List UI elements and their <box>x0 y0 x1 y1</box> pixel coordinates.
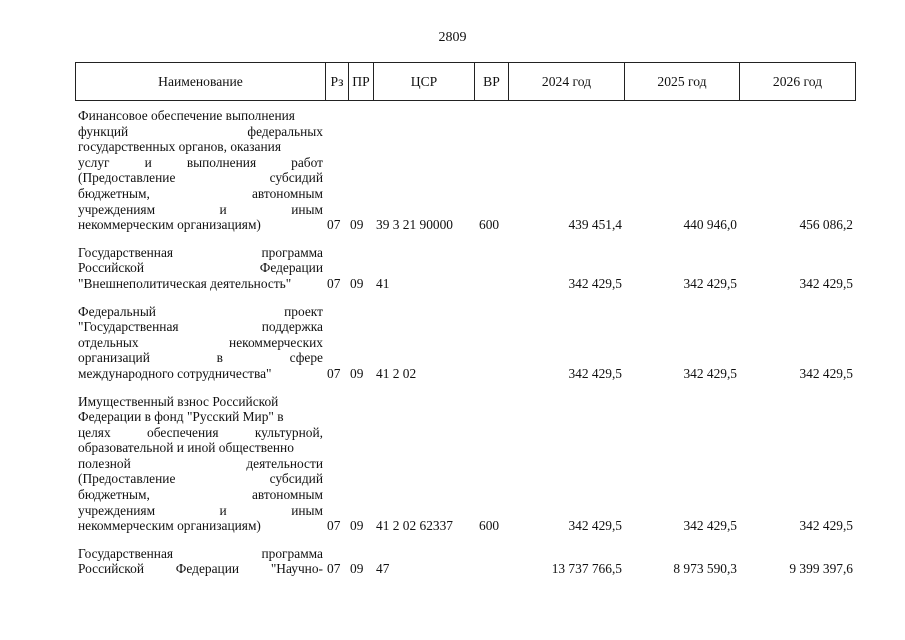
row-name-word: целях <box>78 424 111 440</box>
row-name-word: "Научно- <box>270 561 323 577</box>
row-name-line <box>78 350 323 366</box>
table-header <box>75 62 856 101</box>
row-csr: 47 <box>376 561 390 577</box>
column-header-name: Наименование <box>76 63 326 101</box>
row-name-line <box>78 245 323 261</box>
row-value-2025: 342 429,5 <box>683 518 737 534</box>
column-header-vr: ВР <box>475 63 509 101</box>
row-name-word: учреждениям <box>78 502 156 518</box>
row-value-2025: 342 429,5 <box>683 365 737 381</box>
row-name-word: Федерации <box>175 561 240 577</box>
row-name-word: некоммерческих <box>229 334 323 350</box>
row-value-2024: 342 429,5 <box>568 518 622 534</box>
row-name-word: культурной, <box>254 424 323 440</box>
row-name-word: Государственная <box>78 244 174 260</box>
row-name-word: выполнения <box>186 154 257 170</box>
row-csr: 39 3 21 90000 <box>376 217 453 233</box>
row-name-line <box>78 335 323 351</box>
row-pr: 09 <box>350 275 364 291</box>
row-name-word: Российской <box>78 561 144 577</box>
column-header-2025: 2025 год <box>625 63 740 101</box>
row-value-2026: 9 399 397,6 <box>789 561 853 577</box>
row-vr <box>474 304 508 382</box>
row-name <box>75 245 325 292</box>
row-value-2026: 342 429,5 <box>799 365 853 381</box>
row-name-word: государственных органов, оказания <box>78 139 281 155</box>
row-name-word: "Внешнеполитическая деятельность" <box>78 275 292 291</box>
row-name-line <box>78 139 323 155</box>
row-name-line <box>78 471 323 487</box>
row-value-2025: 440 946,0 <box>683 217 737 233</box>
row-name-line <box>78 394 323 410</box>
row-name-word: учреждениям <box>78 201 156 217</box>
column-header-pr: ПР <box>349 63 374 101</box>
row-name-line <box>78 304 323 320</box>
row-name-word: и <box>219 201 227 217</box>
page-number: 2809 <box>438 30 467 45</box>
row-rz: 07 <box>327 275 341 291</box>
row-name-word: "Государственная <box>78 319 179 335</box>
row-name-word: деятельности <box>246 455 323 471</box>
row-name-word: Федерации <box>259 260 323 276</box>
row-name-line <box>78 546 323 562</box>
row-name-word: сфере <box>289 350 323 366</box>
row-name-word: автономным <box>251 487 323 503</box>
row-name-line <box>78 503 323 519</box>
row-value-2024: 342 429,5 <box>568 275 622 291</box>
row-rz: 07 <box>327 518 341 534</box>
row-name-word: в <box>216 350 223 366</box>
row-rz: 07 <box>327 365 341 381</box>
row-vr: 600 <box>479 518 500 534</box>
row-name-word: Финансовое обеспечение выполнения <box>78 108 295 123</box>
row-name-line <box>78 487 323 503</box>
row-name-line <box>78 561 323 577</box>
row-rz: 07 <box>327 217 341 233</box>
row-value-2025: 8 973 590,3 <box>673 561 737 577</box>
row-name-word: услуг <box>78 154 110 170</box>
row-name-line <box>78 518 323 534</box>
row-name-line <box>78 409 323 425</box>
table-row <box>75 546 855 577</box>
row-name-word: проект <box>284 303 323 319</box>
row-name-word: отдельных <box>78 334 139 350</box>
row-spacer <box>75 233 855 245</box>
row-value-2024: 439 451,4 <box>568 217 622 233</box>
row-name-line <box>78 124 323 140</box>
row-pr: 09 <box>350 365 364 381</box>
table-row <box>75 108 855 233</box>
row-csr: 41 <box>376 275 390 291</box>
row-name-word: некоммерческим организациям) <box>78 518 261 534</box>
row-name-word: и <box>144 154 152 170</box>
row-name-word: бюджетным, <box>78 185 150 201</box>
row-name-word: Федеральный <box>78 303 156 319</box>
column-header-csr: ЦСР <box>374 63 475 101</box>
row-name-word: федеральных <box>247 123 323 139</box>
row-name-word: обеспечения <box>147 424 219 440</box>
row-name-word: программа <box>261 545 323 561</box>
row-name-line <box>78 276 323 292</box>
row-name <box>75 108 325 233</box>
row-name-word: полезной <box>78 455 131 471</box>
row-name-line <box>78 456 323 472</box>
column-header-rz: Рз <box>326 63 349 101</box>
row-name-word: субсидий <box>269 471 323 487</box>
row-name-word: иным <box>291 201 323 217</box>
row-csr: 41 2 02 62337 <box>376 518 453 534</box>
row-name-word: Российской <box>78 260 144 276</box>
row-name-word: образовательной и иной общественно <box>78 440 294 456</box>
row-pr: 09 <box>350 518 364 534</box>
row-name-word: субсидий <box>269 170 323 186</box>
row-value-2026: 342 429,5 <box>799 518 853 534</box>
row-name <box>75 304 325 382</box>
row-name-line <box>78 217 323 233</box>
row-pr: 09 <box>350 217 364 233</box>
row-name-word: некоммерческим организациям) <box>78 217 261 233</box>
row-vr <box>474 546 508 577</box>
row-name-word: бюджетным, <box>78 487 150 503</box>
row-name <box>75 394 325 534</box>
row-name-line <box>78 155 323 171</box>
row-name-word: организаций <box>78 350 150 366</box>
row-name-line <box>78 186 323 202</box>
row-name-word: (Предоставление <box>78 471 176 487</box>
row-name-line <box>78 425 323 441</box>
row-name-word: программа <box>261 244 323 260</box>
row-name-word: Имущественный взнос Российской <box>78 393 279 409</box>
row-name-line <box>78 108 323 124</box>
row-vr <box>474 245 508 292</box>
table-row <box>75 245 855 292</box>
row-name-line <box>78 260 323 276</box>
row-name-word: международного сотрудничества" <box>78 365 272 381</box>
row-name-line <box>78 366 323 382</box>
row-rz: 07 <box>327 561 341 577</box>
row-spacer <box>75 292 855 304</box>
row-csr: 41 2 02 <box>376 365 417 381</box>
row-value-2026: 456 086,2 <box>799 217 853 233</box>
table-row <box>75 304 855 382</box>
row-name-line <box>78 170 323 186</box>
column-header-2024: 2024 год <box>509 63 625 101</box>
column-header-2026: 2026 год <box>740 63 856 101</box>
row-vr: 600 <box>479 217 500 233</box>
row-name-line <box>78 440 323 456</box>
budget-table <box>75 108 855 577</box>
row-name-line <box>78 319 323 335</box>
row-name-line <box>78 202 323 218</box>
row-spacer <box>75 534 855 546</box>
row-name-word: Федерации в фонд "Русский Мир" в <box>78 409 284 425</box>
row-name-word: поддержка <box>261 319 323 335</box>
row-name-word: автономным <box>251 185 323 201</box>
row-name-word: и <box>219 502 227 518</box>
row-value-2025: 342 429,5 <box>683 275 737 291</box>
row-name <box>75 546 325 577</box>
row-pr: 09 <box>350 561 364 577</box>
row-name-word: (Предоставление <box>78 170 176 186</box>
row-name-word: работ <box>291 154 323 170</box>
row-value-2026: 342 429,5 <box>799 275 853 291</box>
row-value-2024: 342 429,5 <box>568 365 622 381</box>
row-name-word: иным <box>291 502 323 518</box>
row-name-word: Государственная <box>78 545 174 561</box>
row-value-2024: 13 737 766,5 <box>551 561 622 577</box>
row-name-word: функций <box>78 123 129 139</box>
row-spacer <box>75 382 855 394</box>
table-row <box>75 394 855 534</box>
